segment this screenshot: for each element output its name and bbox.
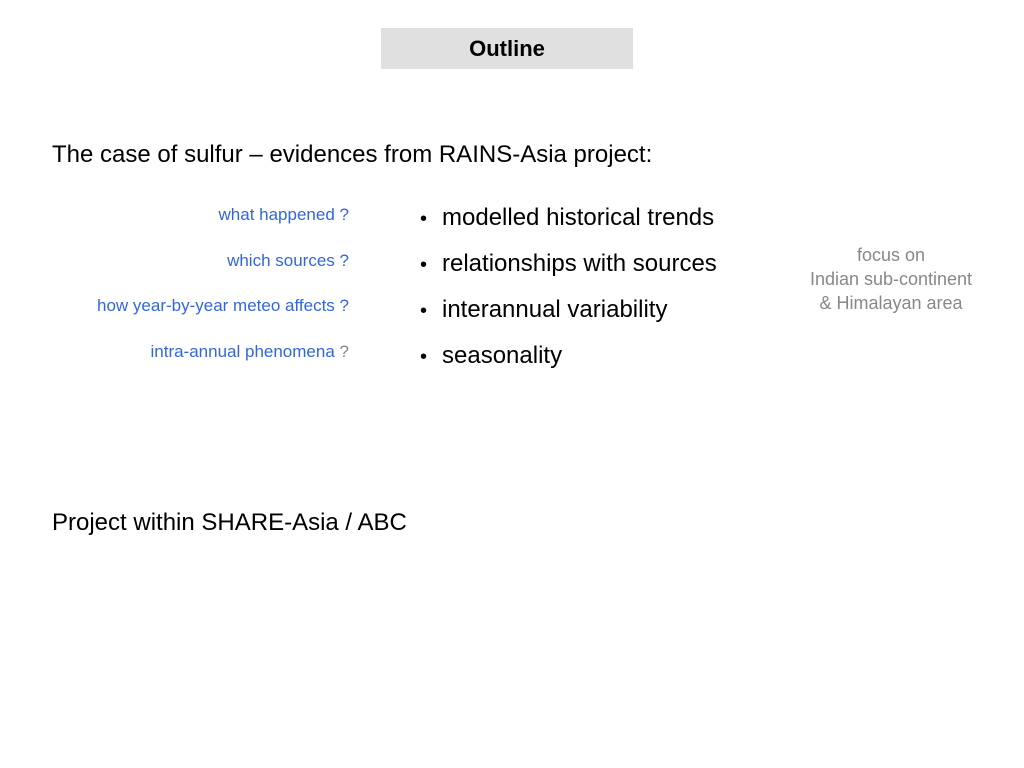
focus-line: Indian sub-continent: [809, 269, 973, 289]
question-text: how year-by-year meteo affects: [97, 296, 335, 315]
question-mark: ?: [339, 296, 349, 315]
bullet-text: modelled historical trends: [442, 204, 715, 231]
bullet-text: interannual variability: [442, 296, 668, 323]
focus-note: [796, 243, 986, 315]
question-item: [97, 296, 349, 316]
question-mark: ?: [339, 205, 349, 224]
question-item: [150, 342, 349, 362]
focus-line: & Himalayan area: [819, 293, 963, 313]
bullet-text: seasonality: [442, 342, 563, 369]
section-heading: The case of sulfur – evidences from RAINS-Asia project:: [52, 141, 653, 168]
question-text: which sources: [227, 251, 335, 270]
question-text: what happened: [218, 205, 335, 224]
slide-title-text: Outline: [469, 35, 545, 61]
bullet-item: [420, 203, 714, 234]
question-item: [227, 251, 349, 271]
bullet-dot-icon: •: [420, 346, 428, 368]
slide-title: [381, 28, 633, 69]
question-item: [219, 205, 349, 225]
question-mark: ?: [339, 342, 349, 361]
bullet-item: [420, 249, 717, 280]
focus-line: focus on: [856, 245, 926, 265]
bullet-item: [420, 295, 667, 326]
question-mark: ?: [339, 251, 349, 270]
bullet-dot-icon: •: [420, 300, 428, 322]
bullet-text: relationships with sources: [442, 250, 717, 277]
bullet-item: [420, 341, 562, 372]
question-text: intra-annual phenomena: [150, 342, 335, 361]
bullet-dot-icon: •: [420, 208, 428, 230]
bullet-dot-icon: •: [420, 254, 428, 276]
project-footer: Project within SHARE-Asia / ABC: [52, 509, 407, 536]
